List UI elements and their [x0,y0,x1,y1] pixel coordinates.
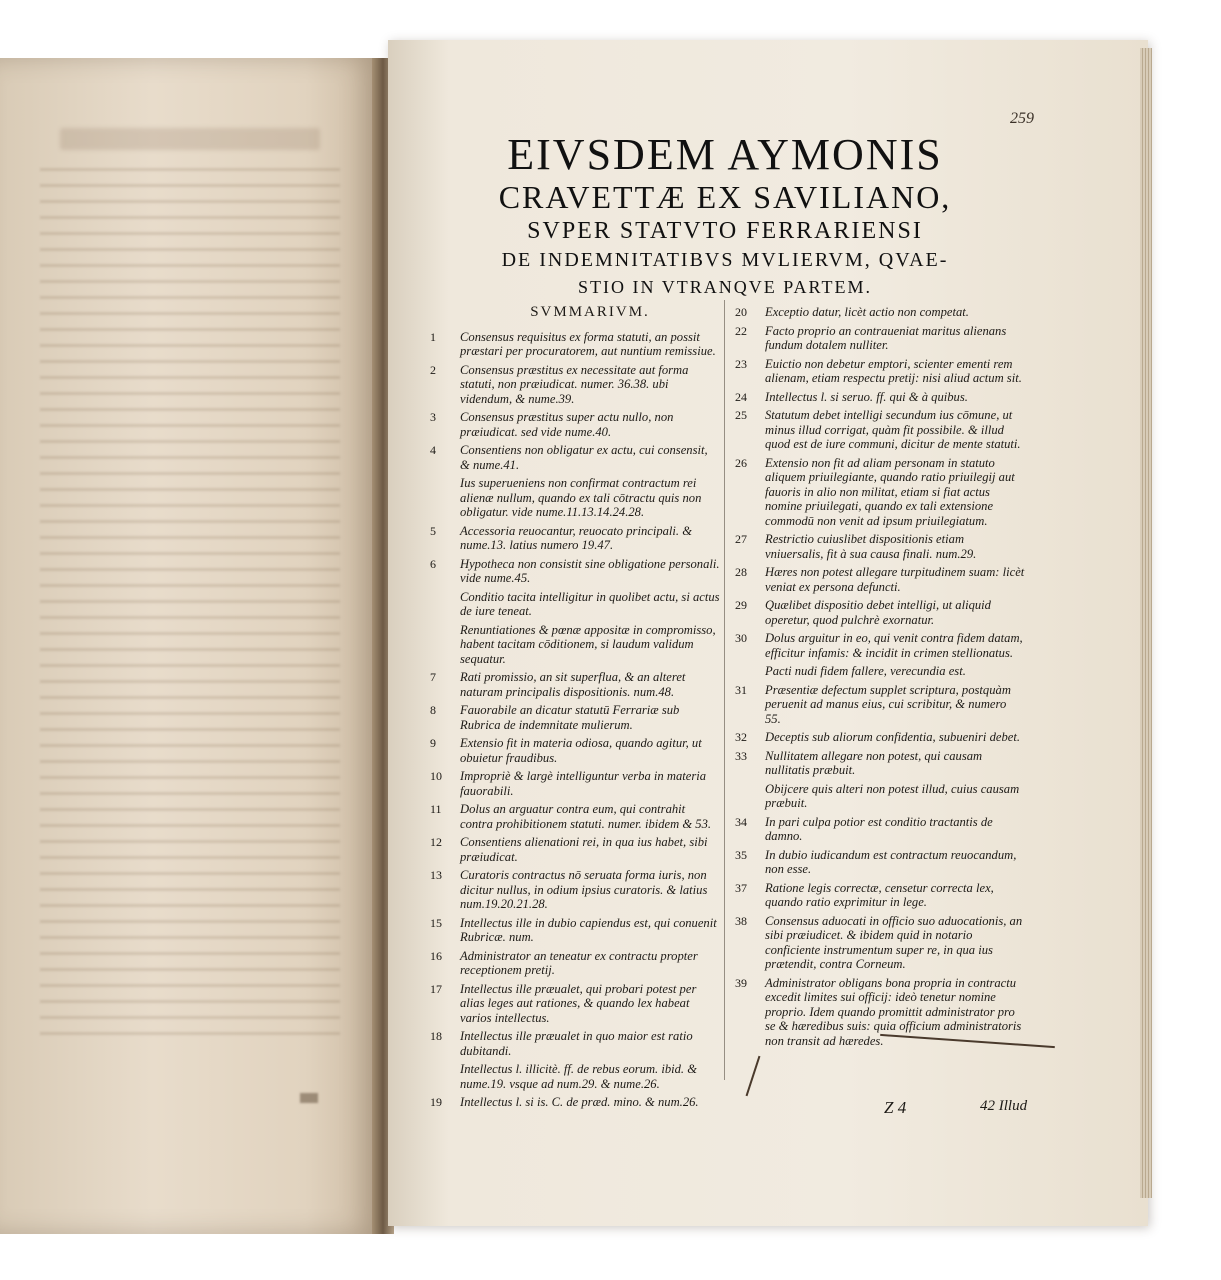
entry-number: 17 [430,981,442,996]
entry-text: Exceptio datur, licèt actio non competat. [765,305,969,319]
summary-entry [735,456,1025,529]
entry-text: Nullitatem allegare non potest, qui causam nullitatis præbuit. [765,748,983,777]
entry-text: Consensus præstitus super actu nullo, non præiudicat. sed vide nume.40. [460,410,674,439]
entry-number: 23 [735,356,747,371]
entry-number: 12 [430,835,442,849]
entry-text: Consensus præstitus ex necessitate aut forma statuti, non præiudicat. numer. 36.38. ubi videndum, & nume.39. [460,362,689,406]
summary-entry [735,305,1025,320]
entry-text: Curatoris contractus nō seruata forma iuris, non dicitur nullus, in odium ipsius curatoris. & latius num.19.20.21.28. [460,868,708,911]
summary-entry [430,982,720,1026]
left-page [0,58,382,1234]
entry-number: 18 [430,1029,442,1043]
column-divider [724,300,725,1080]
entry-number: 39 [735,975,747,990]
entry-text: Quælibet dispositio debet intelligi, ut aliquid operetur, quod pulchrè exornatur. [765,598,991,627]
summary-entry [735,815,1025,844]
summary-entry [430,363,720,407]
entry-text: Statutum debet intelligi secundum ius cōmune, ut minus illud corrigat, quàm fit possibile. & illud quod est de iure communi, dicitur de mente statuti. [765,408,1021,451]
title-line-5: STIO IN VTRANQVE PARTEM. [578,277,872,297]
entry-number: 5 [430,523,436,538]
summary-entry [430,1029,720,1058]
summary-entry [735,664,1025,679]
summary-entry [430,590,720,619]
entry-number: 32 [735,730,747,744]
entry-number: 2 [430,362,436,377]
summary-entry [735,881,1025,910]
summary-entry [430,443,720,472]
entry-text: Pacti nudi fidem fallere, verecundia est. [765,664,966,678]
entry-text: Facto proprio an contraueniat maritus alienans fundum dotalem nulliter. [765,323,1007,352]
entry-text: Hypotheca non consistit sine obligatione personali. vide nume.45. [460,556,720,585]
entry-number: 26 [735,455,747,470]
title-line-1: EIVSDEM AYMONIS [507,130,943,179]
entry-number: 13 [430,868,442,882]
entry-number: 38 [735,913,747,928]
folio-number: 259 [1010,110,1034,127]
entry-number: 28 [735,565,747,579]
summary-entry [430,1095,720,1110]
entry-number: 22 [735,323,747,338]
summary-entry [735,782,1025,811]
signature-mark: Z 4 [884,1098,907,1117]
faded-text-block [40,168,340,1048]
entry-text: Intellectus l. si is. C. de præd. mino. & num.26. [460,1095,699,1109]
catchword: 42 Illud [980,1098,1028,1114]
entry-text: Euictio non debetur emptori, scienter ementi rem alienam, etiam respectu pretij: nisi aliud actum sit. [765,356,1022,385]
entry-text: Extensio non fit ad aliam personam in statuto aliquem priuilegiante, quando ratio priuilegij aut fauoris in alio non militat, etiam si fiat actus nomine priuilegati, quando ex tali extensione commodū non venit ad ipsum priuilegiatum. [765,455,1015,528]
entry-text: Intellectus ille præualet in quo maior est ratio dubitandi. [460,1029,693,1058]
page-edges [1140,48,1152,1198]
entry-text: Administrator an teneatur ex contractu propter receptionem pretij. [460,948,698,977]
summary-entry [430,557,720,586]
entry-number: 8 [430,703,436,717]
summary-entry [430,623,720,667]
entry-number: 24 [735,389,747,404]
entry-text: Ius superueniens non confirmat contractum rei alienæ nullum, quando ex tali cōtractu quis non obligatur. vide nume.11.13.14.24.28. [460,476,702,519]
entry-text: Renuntiationes & pœnæ appositæ in compromisso, habent tacitam cōditionem, si laudum validum sequatur. [460,622,716,666]
entry-number: 27 [735,532,747,546]
summary-entry [430,769,720,798]
entry-number: 19 [430,1095,442,1109]
summary-entry [430,736,720,765]
summary-entry [430,524,720,553]
entry-text: Intellectus ille in dubio capiendus est, qui conuenit Rubricæ. num. [460,915,717,944]
summary-entry [430,703,720,732]
entry-text: Accessoria reuocantur, reuocato principali. & nume.13. latius numero 19.47. [460,523,693,552]
entry-number: 15 [430,915,442,930]
summary-entry [735,532,1025,561]
entry-text: Intellectus l. si seruo. ff. qui & à quibus. [765,389,968,404]
entry-number: 7 [430,670,436,684]
entry-number: 30 [735,631,747,645]
summary-entry [735,914,1025,972]
entry-number: 37 [735,880,747,895]
entry-number: 9 [430,736,436,750]
entry-number: 35 [735,847,747,862]
entry-number: 29 [735,598,747,612]
entry-text: Fauorabile an dicatur statutū Ferrariæ sub Rubrica de indemnitate mulierum. [460,703,680,732]
entry-text: Dolus arguitur in eo, qui venit contra fidem datam, efficitur infamis: & incidit in crimen stellionatus. [765,631,1023,660]
summary-entry [735,408,1025,452]
entry-text: Impropriè & largè intelliguntur verba in materia fauorabili. [460,769,707,798]
entry-number: 10 [430,769,442,783]
summary-entry [735,357,1025,386]
summary-entry [735,730,1025,745]
entry-number: 6 [430,556,436,571]
summary-entry [735,565,1025,594]
summary-entry [430,476,720,520]
summary-entry [430,949,720,978]
summary-entry [430,916,720,945]
summary-entry [430,330,720,359]
title-block [420,132,1030,300]
summary-entry [735,848,1025,877]
faded-running-head [60,128,320,150]
title-line-2: CRAVETTÆ EX SAVILIANO, [498,179,952,215]
entry-text: Consensus requisitus ex forma statuti, an possit præstari per procuratorem, aut nuntium remissiue. [460,329,716,358]
entry-number: 3 [430,410,436,424]
summary-heading: SVMMARIVM. [530,304,650,320]
entry-number: 25 [735,408,747,422]
summary-entry [430,868,720,912]
entry-text: Rati promissio, an sit superflua, & an alteret naturam principalis dispositionis. num.48. [460,670,686,699]
entry-text: Conditio tacita intelligitur in quolibet actu, si actus de iure teneat. [460,589,720,618]
entry-number: 4 [430,443,436,457]
summary-column-left [430,305,720,1114]
summary-entry [430,1062,720,1091]
entry-text: Consensus aduocati in officio suo aduocationis, an sibi præiudicet. & ibidem quid in notario conficiente instrumentum super re, in qua ius prætendit, contra Corneum. [765,913,1023,971]
title-line-3: SVPER STATVTO FERRARIENSI [527,218,923,244]
title-line-4: DE INDEMNITATIBVS MVLIERVM, QVAE- [501,249,949,271]
entry-number: 31 [735,682,747,697]
summary-entry [735,390,1025,405]
entry-text: In pari culpa potior est conditio tractantis de damno. [765,814,993,843]
entry-text: Consentiens non obligatur ex actu, cui consensit, & nume.41. [460,443,708,472]
summary-entry [735,749,1025,778]
entry-text: Intellectus l. illicitè. ff. de rebus eorum. ibid. & nume.19. vsque ad num.29. & nume.26. [460,1062,698,1091]
summary-entry [735,976,1025,1049]
entry-text: Deceptis sub aliorum confidentia, subueniri debet. [765,730,1020,744]
summary-entry [735,683,1025,727]
entry-text: Ratione legis correctæ, censetur correcta lex, quando ratio exprimitur in lege. [765,880,994,909]
entry-text: Extensio fit in materia odiosa, quando agitur, ut obuietur fraudibus. [460,736,702,765]
summary-entry [430,835,720,864]
summary-entry [430,670,720,699]
entry-number: 1 [430,329,436,344]
entry-number: 16 [430,948,442,963]
entry-text: Præsentiæ defectum supplet scriptura, postquàm peruenit ad manus eius, cui scribitur, & numero 55. [765,682,1011,726]
summary-entry [735,631,1025,660]
entry-number: 20 [735,305,747,319]
summary-entry [430,410,720,439]
summary-entry [430,802,720,831]
entry-text: Intellectus ille præualet, qui probari potest per alias leges aut rationes, & quando lex habeat varios intellectus. [460,981,697,1025]
entry-text: Restrictio cuiuslibet dispositionis etiam vniuersalis, fit à sua causa finali. num.29. [765,532,977,561]
entry-text: Dolus an arguatur contra eum, qui contrahit contra prohibitionem statuti. numer. ibidem & 53. [460,802,712,831]
entry-text: Administrator obligans bona propria in contractu excedit limites sui officij: ideò tenetur nomine proprio. Idem quando promittit administrator pro se & hæredibus suis: quia officium administratoris non transit ad hæredes. [765,975,1022,1048]
summary-entry [735,598,1025,627]
entry-number: 33 [735,748,747,763]
summary-column-right [735,305,1025,1052]
entry-text: Consentiens alienationi rei, in qua ius habet, sibi præiudicat. [460,835,708,864]
entry-number: 34 [735,814,747,829]
left-page-number [300,1093,318,1103]
entry-text: In dubio iudicandum est contractum reuocandum, non esse. [765,847,1017,876]
entry-text: Hæres non potest allegare turpitudinem suam: licèt veniat ex persona defuncti. [765,565,1025,594]
entry-text: Obijcere quis alteri non potest illud, cuius causam præbuit. [765,781,1020,810]
entry-number: 11 [430,802,442,816]
summary-entry [735,324,1025,353]
